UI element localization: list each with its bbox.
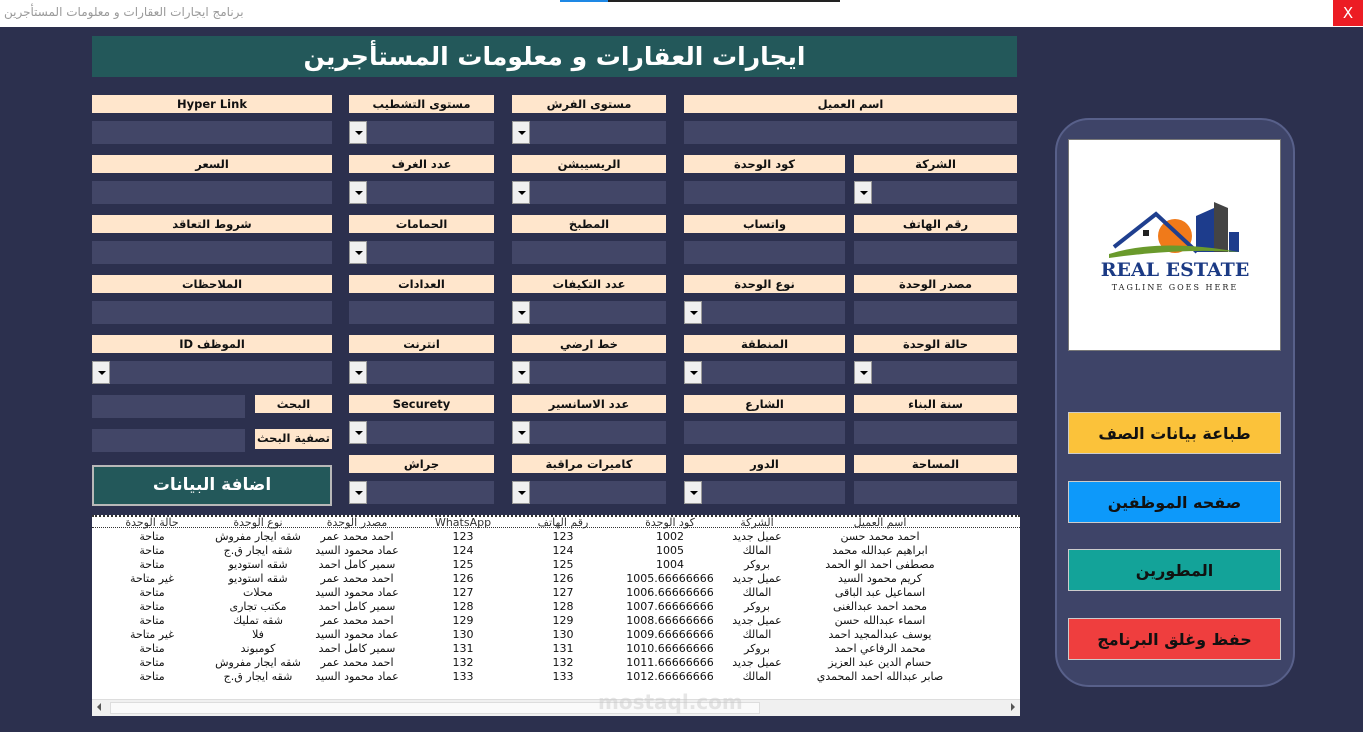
garage-label: جراش [349, 455, 494, 473]
price-input[interactable] [92, 181, 332, 204]
table-cell: حسام الدين عبد العزيز [828, 656, 932, 669]
table-row[interactable] [92, 642, 1020, 656]
space-input[interactable] [854, 481, 1017, 504]
dropdown-arrow-icon[interactable] [512, 301, 530, 324]
table-cell: شقه ايجار ق.ج [223, 544, 293, 557]
table-row[interactable] [92, 600, 1020, 614]
table-cell: 1004 [656, 558, 684, 571]
table-cell: اسماء عبدالله حسن [834, 614, 926, 627]
build-year-label: سنة البناء [854, 395, 1017, 413]
table-cell: شقه تمليك [233, 614, 283, 627]
table-cell: فلا [252, 628, 264, 641]
phone-input[interactable] [854, 241, 1017, 264]
column-header: اسم العميل [853, 517, 907, 529]
table-cell: عماد محمود السيد [315, 670, 399, 683]
table-cell: غير متاحة [130, 628, 174, 641]
furnishing-level-select[interactable] [512, 121, 666, 144]
internet-select[interactable] [349, 361, 494, 384]
table-cell: مصطفى احمد الو الحمد [825, 558, 935, 571]
rooms-label: عدد الغرف [349, 155, 494, 173]
developers-button[interactable]: المطورين [1068, 549, 1281, 591]
table-cell: 132 [552, 656, 574, 669]
area-region-select[interactable] [684, 361, 845, 384]
table-cell: سمير كامل احمد [318, 600, 396, 613]
window-title: برنامج ايجارات العقارات و معلومات المستأجرين [4, 5, 244, 19]
reception-select[interactable] [512, 181, 666, 204]
table-cell: متاحة [139, 586, 165, 599]
table-cell: عميل جديد [732, 614, 782, 627]
table-cell: 1002 [656, 530, 684, 543]
horizontal-scrollbar[interactable] [92, 699, 1020, 716]
table-cell: غير متاحة [130, 572, 174, 585]
table-cell: ابراهيم عبدالله محمد [832, 544, 928, 557]
records-listbox[interactable] [92, 515, 1020, 716]
page-title: ايجارات العقارات و معلومات المستأجرين [92, 36, 1017, 77]
table-row[interactable] [92, 670, 1020, 684]
unit-code-input[interactable] [684, 181, 845, 204]
dropdown-arrow-icon[interactable] [854, 181, 872, 204]
dropdown-arrow-icon[interactable] [512, 421, 530, 444]
print-row-button[interactable]: طباعة بيانات الصف [1068, 412, 1281, 454]
table-cell: 1011.66666666 [626, 656, 714, 669]
floor-select[interactable] [684, 481, 845, 504]
landline-label: خط ارضي [512, 335, 666, 353]
table-cell: 126 [452, 572, 474, 585]
cameras-select[interactable] [512, 481, 666, 504]
employees-page-button[interactable]: صفحه الموظفين [1068, 481, 1281, 523]
dropdown-arrow-icon[interactable] [349, 481, 367, 504]
house-buildings-icon [1069, 140, 1280, 350]
table-cell: 1008.66666666 [626, 614, 714, 627]
internet-label: انترنت [349, 335, 494, 353]
space-label: المساحة [854, 455, 1017, 473]
table-cell: سمير كامل احمد [318, 642, 396, 655]
unit-source-label: مصدر الوحدة [854, 275, 1017, 293]
table-cell: مكتب تجارى [229, 600, 287, 613]
dropdown-arrow-icon[interactable] [512, 121, 530, 144]
table-cell: 125 [552, 558, 574, 571]
table-cell: متاحة [139, 642, 165, 655]
table-cell: 124 [452, 544, 474, 557]
column-header: كود الوحدة [645, 517, 695, 529]
table-cell: 129 [452, 614, 474, 627]
table-cell: 130 [552, 628, 574, 641]
table-cell: احمد محمد حسن [840, 530, 920, 543]
landline-select[interactable] [512, 361, 666, 384]
table-row[interactable] [92, 558, 1020, 572]
scroll-left-icon[interactable] [97, 703, 101, 711]
title-accent [560, 0, 608, 2]
kitchen-label: المطبخ [512, 215, 666, 233]
rooms-select[interactable] [349, 181, 494, 204]
table-cell: كومبوند [240, 642, 276, 655]
table-cell: 133 [452, 670, 474, 683]
table-cell: 128 [452, 600, 474, 613]
company-label: الشركة [854, 155, 1017, 173]
phone-label: رقم الهاتف [854, 215, 1017, 233]
notes-label: الملاحظات [92, 275, 332, 293]
table-cell: 123 [452, 530, 474, 543]
reception-label: الريسيبشن [512, 155, 666, 173]
logo-tagline: TAGLINE GOES HERE [1111, 283, 1239, 292]
build-year-input[interactable] [854, 421, 1017, 444]
employee-id-label: الموظف ID [92, 335, 332, 353]
dropdown-arrow-icon[interactable] [512, 181, 530, 204]
floor-label: الدور [684, 455, 845, 473]
table-cell: عميل جديد [732, 572, 782, 585]
search-label: البحث [255, 395, 332, 413]
table-cell: احمد محمد عمر [320, 656, 394, 669]
dropdown-arrow-icon[interactable] [349, 121, 367, 144]
elevators-label: عدد الاسانسير [512, 395, 666, 413]
contract-terms-label: شروط التعاقد [92, 215, 332, 233]
table-cell: كريم محمود السيد [838, 572, 922, 585]
table-row[interactable] [92, 530, 1020, 544]
table-cell: متاحة [139, 530, 165, 543]
table-cell: 133 [552, 670, 574, 683]
search-input[interactable] [92, 395, 245, 418]
table-cell: احمد محمد عمر [320, 530, 394, 543]
table-cell: عماد محمود السيد [315, 586, 399, 599]
table-cell: محمد الرفاعي احمد [834, 642, 926, 655]
column-header: حالة الوحدة [125, 517, 179, 529]
table-cell: شقه ايجار مفروش [215, 656, 301, 669]
table-cell: شقه استوديو [228, 558, 288, 571]
unit-source-input[interactable] [854, 301, 1017, 324]
dropdown-arrow-icon[interactable] [349, 181, 367, 204]
table-cell: 125 [452, 558, 474, 571]
price-label: السعر [92, 155, 332, 173]
dropdown-arrow-icon[interactable] [512, 361, 530, 384]
notes-input[interactable] [92, 301, 332, 324]
add-data-button[interactable]: اضافة البيانات [92, 465, 332, 506]
table-cell: 1012.66666666 [626, 670, 714, 683]
employee-id-select[interactable] [92, 361, 332, 384]
table-cell: 131 [452, 642, 474, 655]
ac-count-label: عدد التكيفات [512, 275, 666, 293]
finishing-level-label: مستوى التشطيب [349, 95, 494, 113]
dropdown-arrow-icon[interactable] [854, 361, 872, 384]
title-bar [0, 0, 1363, 27]
table-cell: عماد محمود السيد [315, 628, 399, 641]
table-cell: سمير كامل احمد [318, 558, 396, 571]
whatsapp-input[interactable] [684, 241, 845, 264]
table-cell: شقه استوديو [228, 572, 288, 585]
street-input[interactable] [684, 421, 845, 444]
table-cell: 1005.66666666 [626, 572, 714, 585]
table-cell: 124 [552, 544, 574, 557]
unit-status-select[interactable] [854, 361, 1017, 384]
scroll-right-icon[interactable] [1011, 703, 1015, 711]
table-cell: 126 [552, 572, 574, 585]
bathrooms-select[interactable] [349, 241, 494, 264]
table-cell: شقه ايجار مفروش [215, 530, 301, 543]
dropdown-arrow-icon[interactable] [92, 361, 110, 384]
area-region-label: المنطقة [684, 335, 845, 353]
table-cell: احمد محمد عمر [320, 614, 394, 627]
table-cell: بروكر [744, 558, 770, 571]
street-label: الشارع [684, 395, 845, 413]
logo-title: REAL ESTATE [1100, 259, 1250, 281]
table-cell: متاحة [139, 544, 165, 557]
table-cell: بروكر [744, 642, 770, 655]
kitchen-input[interactable] [512, 241, 666, 264]
table-cell: محلات [243, 586, 273, 599]
dropdown-arrow-icon[interactable] [512, 481, 530, 504]
table-cell: يوسف عبدالمجيد احمد [828, 628, 932, 641]
dropdown-arrow-icon[interactable] [684, 301, 702, 324]
table-cell: متاحة [139, 670, 165, 683]
table-cell: 130 [452, 628, 474, 641]
table-cell: 131 [552, 642, 574, 655]
filter-search-label: تصفية البحث [255, 429, 332, 449]
hyperlink-input[interactable] [92, 121, 332, 144]
table-cell: محمد احمد عبدالغنى [833, 600, 927, 613]
table-row[interactable] [92, 628, 1020, 642]
table-cell: 1005 [656, 544, 684, 557]
cameras-label: كاميرات مراقبة [512, 455, 666, 473]
table-cell: اسماعيل عبد الباقى [834, 586, 926, 599]
contract-terms-input[interactable] [92, 241, 332, 264]
table-cell: صابر عبدالله احمد المحمدي [816, 670, 944, 683]
table-cell: المالك [742, 628, 772, 641]
table-cell: المالك [742, 544, 772, 557]
table-row[interactable] [92, 544, 1020, 558]
furnishing-level-label: مستوى الفرش [512, 95, 666, 113]
table-cell: 127 [552, 586, 574, 599]
security-label: Securety [349, 395, 494, 413]
dropdown-arrow-icon[interactable] [349, 421, 367, 444]
client-name-input[interactable] [684, 121, 1017, 144]
table-row[interactable] [92, 656, 1020, 670]
client-name-label: اسم العميل [684, 95, 1017, 113]
save-close-button[interactable]: حفظ وغلق البرنامج [1068, 618, 1281, 660]
column-header: رقم الهاتف [537, 517, 589, 529]
table-cell: المالك [742, 586, 772, 599]
table-cell: بروكر [744, 600, 770, 613]
elevators-select[interactable] [512, 421, 666, 444]
table-cell: المالك [742, 670, 772, 683]
column-header: نوع الوحدة [233, 517, 283, 529]
table-cell: متاحة [139, 614, 165, 627]
dropdown-arrow-icon[interactable] [684, 361, 702, 384]
table-header [92, 515, 1020, 528]
garage-select[interactable] [349, 481, 494, 504]
company-select[interactable] [854, 181, 1017, 204]
table-cell: 123 [552, 530, 574, 543]
bathrooms-label: الحمامات [349, 215, 494, 233]
table-cell: 127 [452, 586, 474, 599]
table-cell: احمد محمد عمر [320, 572, 394, 585]
table-cell: 1009.66666666 [626, 628, 714, 641]
close-button[interactable]: X [1333, 0, 1363, 26]
filter-search-input[interactable] [92, 429, 245, 452]
table-cell: متاحة [139, 558, 165, 571]
dropdown-arrow-icon[interactable] [684, 481, 702, 504]
table-cell: عميل جديد [732, 656, 782, 669]
table-cell: 1010.66666666 [626, 642, 714, 655]
whatsapp-label: واتساب [684, 215, 845, 233]
table-cell: متاحة [139, 600, 165, 613]
ac-count-select[interactable] [512, 301, 666, 324]
table-cell: عماد محمود السيد [315, 544, 399, 557]
unit-status-label: حالة الوحدة [854, 335, 1017, 353]
column-header: مصدر الوحدة [326, 517, 388, 529]
meters-label: العدادات [349, 275, 494, 293]
column-header: الشركة [740, 517, 774, 529]
table-cell: 128 [552, 600, 574, 613]
unit-code-label: كود الوحدة [684, 155, 845, 173]
table-row[interactable] [92, 586, 1020, 600]
finishing-level-select[interactable] [349, 121, 494, 144]
table-cell: عميل جديد [732, 530, 782, 543]
table-cell: شقه ايجار ق.ج [223, 670, 293, 683]
column-header: WhatsApp [434, 517, 492, 529]
table-cell: 129 [552, 614, 574, 627]
watermark: mostaql.com [598, 690, 743, 714]
unit-type-select[interactable] [684, 301, 845, 324]
meters-input[interactable] [349, 301, 494, 324]
table-row[interactable] [92, 572, 1020, 586]
unit-type-label: نوع الوحدة [684, 275, 845, 293]
dropdown-arrow-icon[interactable] [349, 361, 367, 384]
hyperlink-label: Hyper Link [92, 95, 332, 113]
title-accent-dark [608, 0, 840, 2]
dropdown-arrow-icon[interactable] [349, 241, 367, 264]
table-cell: 1007.66666666 [626, 600, 714, 613]
security-select[interactable] [349, 421, 494, 444]
table-cell: 1006.66666666 [626, 586, 714, 599]
table-row[interactable] [92, 614, 1020, 628]
table-cell: 132 [452, 656, 474, 669]
real-estate-logo [1068, 139, 1281, 351]
table-cell: متاحة [139, 656, 165, 669]
